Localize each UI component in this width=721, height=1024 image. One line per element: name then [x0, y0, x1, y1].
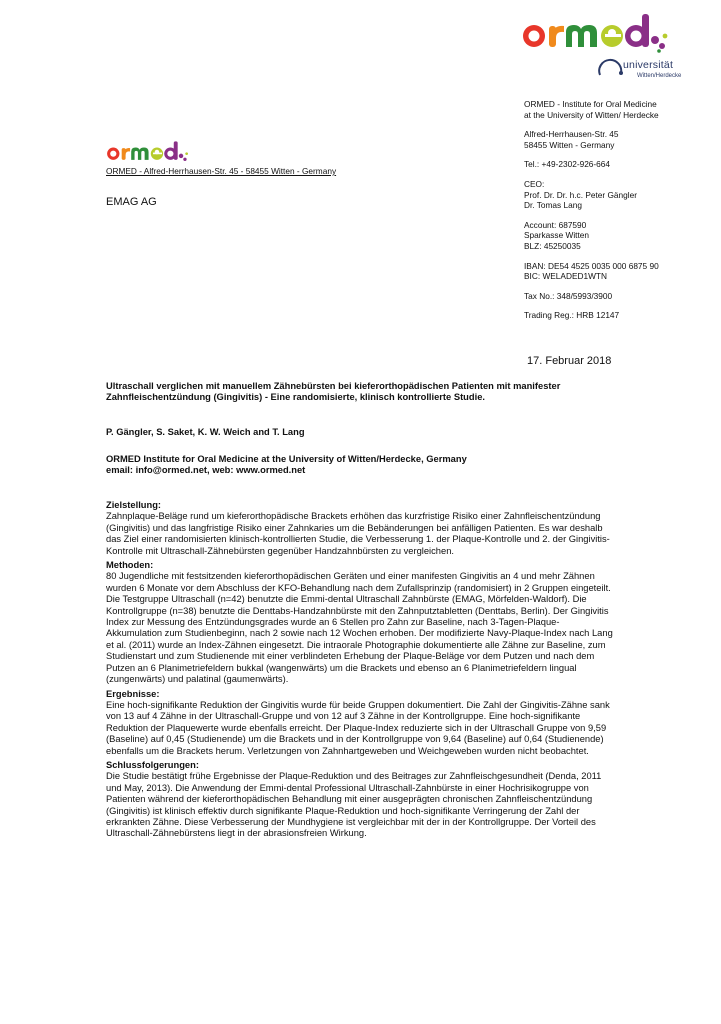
- institution-contact: email: info@ormed.net, web: www.ormed.net: [106, 465, 306, 476]
- university-name: universität: [623, 59, 674, 71]
- section-methods: [106, 560, 614, 685]
- sender-address-line: ORMED - Alfred-Herrhausen-Str. 45 - 58455 Witten - Germany: [106, 166, 337, 176]
- section-conclusions: [106, 760, 614, 840]
- university-witten-herdecke-logo: [597, 55, 682, 85]
- section-results: [106, 689, 614, 757]
- section-text: 80 Jugendliche mit festsitzenden kieferorthopädischen Geräten und einer manifesten Gingivitis an 4 und mehr Zähnen wurden 6 Monate vor dem Abschluss der KFO-Behandlung nach dem Zufallsprinzip (randomisiert) in 2 Gruppen eingeteilt. Die Testgruppe Ultraschall (n=42) benutzte die Emmi-dental Ultraschall Zahnbürste (EMAG, Mörfelden-Waldorf). Die Kontrollgruppe (n=38) benutzte die Denttabs-Handzahnbürste mit den Zahnputztabletten (Denttabs, Berlin). Der Gingivitis Index zur Messung des Entzündungsgrades wurde an 6 Stellen pro Zahn zur Baseline, nach 3-Tagen-Plaque-Akkumulation zum Studienbeginn, nach 2 sowie nach 12 Wochen erhoben. Der modifizierte Navy-Plaque-Index nach Lang et al. (2011) wurde an Index-Zähnen eingesetzt. Die intraorale Photographie dokumentierte alle Zähne zur Baseline, zum Studienstart und zum Studienende mit einer verblindeten Erhebung der Plaque-Beläge vor dem Putzen und nach dem Putzen an 6 Planimetriefeldern bukkal (wangenwärts) um die Brackets und ebenso an 6 Planimetriefeldern lingual (zungenwärts) und palatinal (gaumenwärts).: [106, 571, 613, 685]
- section-aim: [106, 500, 614, 557]
- iban-block: [524, 261, 704, 282]
- section-heading: Zielstellung:: [106, 500, 162, 510]
- street: Alfred-Herrhausen-Str. 45: [524, 129, 619, 140]
- section-text: Die Studie bestätigt frühe Ergebnisse der Plaque-Reduktion und des Beitrages zur Zahnfleischgesundheit (Denda, 2011 und May, 2013). Die Anwendung der Emmi-dental Professional Ultraschall-Zahnbürste in einer Hochrisikogruppe von Patienten während der kieferorthopädischen Behandlung mit einer ausgeprägten chronischen Zahnfleischentzündung (Gingivitis) ist klinisch effektiv durch signifikante Plaque-Reduktion und hoch-signifikante Verringerung der Zahl der erkrankten Zähne. Diese Verbesserung der Mundhygiene ist vergleichbar mit der in der Kontrollgruppe. Der Vorteil des Ultraschall-Zähnebürstens liegt in der abrasionsfreien Wirkung.: [106, 771, 602, 839]
- sidebar-contact-info: [524, 99, 704, 330]
- authors: P. Gängler, S. Saket, K. W. Weich and T. Lang: [106, 427, 305, 437]
- university-subtitle: Witten/Herdecke: [637, 73, 682, 79]
- section-heading: Ergebnisse:: [106, 688, 160, 699]
- address-block: [524, 129, 704, 150]
- ceo-label: CEO:: [524, 178, 545, 189]
- bank-block: [524, 220, 704, 252]
- university-arc-icon: [597, 55, 625, 83]
- ormed-logo-small: [106, 140, 190, 164]
- tax-number: Tax No.: 348/5993/3900: [524, 290, 613, 301]
- letter-date: 17. Februar 2018: [527, 355, 612, 367]
- section-heading: Methoden:: [106, 560, 154, 571]
- city: 58455 Witten - Germany: [524, 139, 615, 150]
- institute-line-1: ORMED - Institute for Oral Medicine: [524, 99, 657, 109]
- institution: [106, 454, 614, 477]
- ceo-block: [524, 179, 704, 211]
- bank-name: Sparkasse Witten: [524, 230, 590, 241]
- bic: BIC: WELADED1WTN: [524, 271, 607, 282]
- section-text: Zahnplaque-Beläge rund um kieferorthopädische Brackets erhöhen das kurzfristige Risiko einer Zahnfleischentzündung (Gingivitis) und das langfristige Risiko einer Zahnkaries um die Bebänderungen bei anfälligen Patienten. Es war deshalb das Ziel einer randomisierten klinisch-kontrollierten Studie, die Verbesserung 1. der Plaque-Kontrolle und 2. der Gingivitis-Kontrolle mit Ultraschall-Zähnebürsten gegenüber Handzahnbürsten zu vergleichen.: [106, 511, 610, 556]
- institute-block: [524, 99, 704, 120]
- trading-register: Trading Reg.: HRB 12147: [524, 310, 620, 321]
- account-number: Account: 687590: [524, 219, 587, 230]
- institution-name: ORMED Institute for Oral Medicine at the University of Witten/Herdecke, Germany: [106, 454, 467, 464]
- study-title: Ultraschall verglichen mit manuellem Zähnebürsten bei kieferorthopädischen Patienten mit manifester Zahnfleischentzündung (Gingivitis) - Eine randomisierte, klinisch kontrollierte Studie.: [106, 381, 561, 403]
- ormed-logo: [521, 12, 671, 54]
- abstract-body: [106, 500, 614, 843]
- section-heading: Schlussfolgerungen:: [106, 759, 199, 770]
- iban: IBAN: DE54 4525 0035 000 6875 90: [524, 260, 659, 271]
- telephone: Tel.: +49-2302-926-664: [524, 159, 611, 170]
- institute-line-2: at the University of Witten/ Herdecke: [524, 109, 659, 120]
- blz: BLZ: 45250035: [524, 240, 581, 251]
- recipient: EMAG AG: [106, 196, 157, 208]
- ceo-name-2: Dr. Tomas Lang: [524, 200, 582, 211]
- ceo-name-1: Prof. Dr. Dr. h.c. Peter Gängler: [524, 189, 637, 200]
- section-text: Eine hoch-signifikante Reduktion der Gingivitis wurde für beide Gruppen dokumentiert. Die Zahl der Gingivitis-Zähne sank von 13 auf 4 Zähne in der Ultraschall-Gruppe und von 12 auf 3 Zähne in der Kontrollgruppe. Eine hoch-signifikante Reduktion der Plaquewerte wurde ebenfalls erreicht. Der Plaque-Index reduzierte sich in der Ultraschall Gruppe von 9,59 (Baseline) auf 0,45 (Studienende) um die Brackets und in der Kontrollgruppe von 9,64 (Baseline) auf 0,64 (Studienende) ebenfalls um die Brackets herum. Verletzungen von Zahnhartgeweben und Weichgeweben wurden nicht beobachtet.: [106, 699, 610, 756]
